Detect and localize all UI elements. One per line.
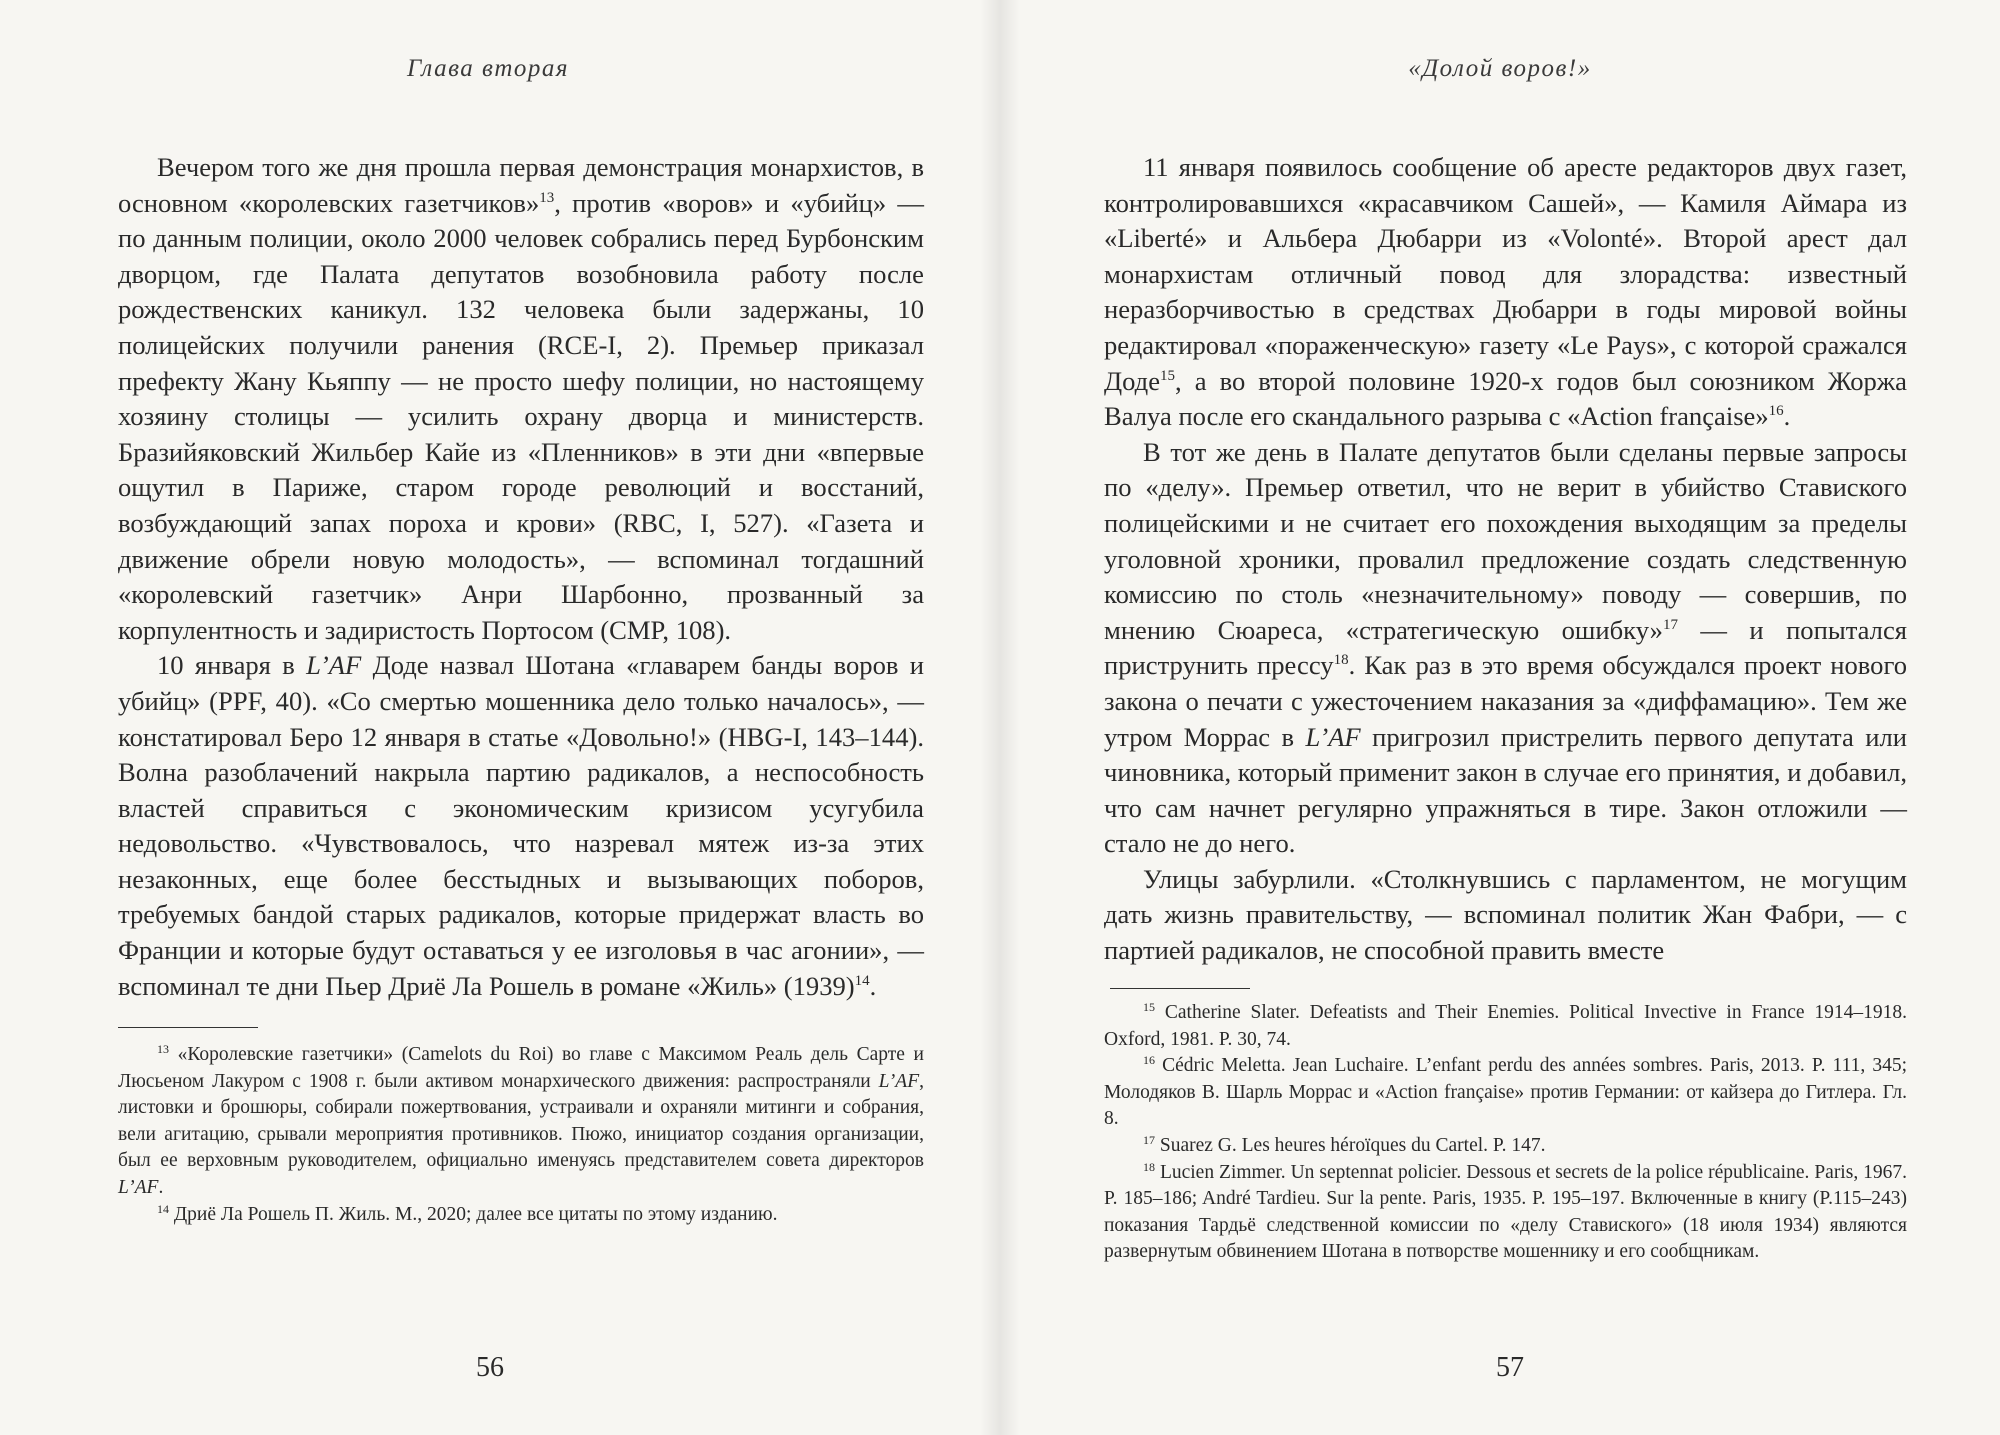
body-text bbox=[1104, 150, 1907, 969]
text-segment: Доде назвал Шотана «главарем банды воров и убийц» (PPF, 40). «Со смертью мошенника дело только началось», — констатировал Беро 12 января в статье «Довольно!» (HBG-I, 143–144). Волна разоблачений накрыла партию радикалов, а неспособность властей справиться с экономическим кризисом усугубила недовольство. «Чувствовалось, что назревал мятеж из-за этих незаконных, еще более бесстыдных и вызывающих поборов, требуемых бандой старых радикалов, которые придержат власть во Франции и которые будут оставаться у ее изголовья в час агонии», — вспоминал те дни Пьер Дриё Ла Рошель в романе «Жиль» (1939) bbox=[118, 650, 924, 1001]
footnote bbox=[1104, 1133, 1907, 1160]
text-segment: Улицы забурлили. «Столкнувшись с парламентом, не могущим дать жизнь правительству, — вспоминал политик Жан Фабри, — с партией радикалов, не способной править вместе bbox=[1104, 863, 1907, 966]
paragraph bbox=[1104, 150, 1907, 435]
footnote bbox=[1104, 1053, 1907, 1133]
paragraph bbox=[1104, 435, 1907, 862]
footnotes bbox=[1104, 1000, 1907, 1266]
footnote-ref: 15 bbox=[1160, 367, 1176, 384]
footnote bbox=[1104, 1000, 1907, 1053]
footnote-number: 14 bbox=[157, 1201, 169, 1216]
text-segment: Catherine Slater. Defeatists and Their Enemies. Political Invective in France 1914–1918. Oxford, 1981. P. 30, 74. bbox=[1104, 1002, 1908, 1050]
footnote-number: 18 bbox=[1143, 1159, 1155, 1174]
footnotes bbox=[118, 1042, 924, 1228]
footnote-number: 17 bbox=[1143, 1132, 1155, 1147]
page-number: 57 bbox=[1496, 1352, 1524, 1383]
footnote-number: 16 bbox=[1143, 1053, 1155, 1068]
italic-text: L’AF bbox=[306, 650, 362, 681]
footnote-ref: 18 bbox=[1333, 652, 1349, 669]
footnote-ref: 14 bbox=[854, 972, 870, 989]
footnote-number: 13 bbox=[157, 1042, 169, 1056]
footnote bbox=[118, 1202, 924, 1229]
footnote bbox=[1104, 1160, 1907, 1266]
paragraph bbox=[118, 648, 924, 1004]
body-text bbox=[118, 150, 924, 1004]
text-segment: , а во второй половине 1920-х годов был союзником Жоржа Валуа после его скандального разрыва с «Action française» bbox=[1104, 365, 1907, 432]
text-segment: Cédric Meletta. Jean Luchaire. L’enfant perdu des années sombres. Paris, 2013. P. 111, 345; Молодяков В. Шарль Моррас и «Action française» против Германии: от кайзера до Гитлера. Гл. 8. bbox=[1104, 1055, 1907, 1130]
running-head: «Долой воров!» bbox=[1408, 55, 1592, 82]
text-segment: — и попытался приструнить прессу bbox=[1104, 614, 1907, 681]
text-segment: . Как раз в это время обсуждался проект нового закона о печати с ужесточением наказания за «диффамацию». Тем же утром Моррас в bbox=[1104, 650, 1907, 752]
text-segment: . bbox=[869, 970, 877, 1001]
text-segment: «Королевские газетчики» (Camelots du Roi) во главе с Максимом Реаль дель Сарте и Люсьеном Лакуром с 1908 г. были активом монархического движения: распространяли bbox=[118, 1044, 924, 1092]
paragraph bbox=[118, 150, 924, 648]
italic-text: L’AF bbox=[878, 1070, 920, 1092]
italic-text: L’AF bbox=[1305, 721, 1361, 752]
right-page bbox=[1000, 0, 2000, 1435]
italic-text: L’AF bbox=[118, 1176, 159, 1198]
text-segment: 10 января в bbox=[157, 650, 307, 681]
text-segment: 11 января появилось сообщение об аресте редакторов двух газет, контролировавшихся «красавчиком Сашей», — Камиля Аймара из «Liberté» и Альбера Дюбарри из «Volonté». Второй арест дал монархистам отличный повод для злорадства: известный неразборчивостью в средствах Дюбарри в годы мировой войны редактировал «пораженческую» газету «Le Pays», с которой сражался Доде bbox=[1104, 152, 1907, 396]
text-segment: , против «воров» и «убийц» — по данным полиции, около 2000 человек собрались перед Бурбонским дворцом, где Палата депутатов возобновила работу после рождественских каникул. 132 человека были задержаны, 10 полицейских получили ранения (RCE-I, 2). Премьер приказал префекту Жану Кьяппу — не просто шефу полиции, но настоящему хозяину столицы — усилить охрану дворца и министерств. Бразийяковский Жильбер Кайе из «Пленников» в эти дни «впервые ощутил в Париже, старом городе революций и восстаний, возбуждающий запах пороха и крови» (RBC, I, 527). «Газета и движение обрели новую молодость», — вспоминал тогдашний «королевский газетчик» Анри Шарбонно, прозванный за корпулентность и задиристость Портосом (CMP, 108). bbox=[118, 187, 924, 645]
paragraph bbox=[1104, 862, 1907, 969]
footnote-ref: 16 bbox=[1768, 403, 1784, 420]
text-segment: Вечером того же дня прошла первая демонстрация монархистов, в основном «королевских газетчиков» bbox=[118, 152, 924, 218]
footnote-ref: 17 bbox=[1662, 616, 1678, 633]
text-segment: Дриё Ла Рошель П. Жиль. М., 2020; далее все цитаты по этому изданию. bbox=[173, 1203, 778, 1225]
footnote bbox=[118, 1042, 924, 1202]
running-head: Глава вторая bbox=[406, 55, 570, 82]
footnote-number: 15 bbox=[1143, 1000, 1155, 1014]
footnote-divider bbox=[1110, 988, 1250, 989]
page-number: 56 bbox=[476, 1352, 504, 1383]
text-segment: Suarez G. Les heures héroïques du Cartel. P. 147. bbox=[1159, 1134, 1546, 1156]
text-segment: В тот же день в Палате депутатов были сделаны первые запросы по «делу». Премьер ответил, что не верит в убийство Ставиского полицейскими и не считает его похождения выходящим за пределы уголовной хроники, провалил предложение создать следственную комиссию по столь «незначительному» поводу — совершив, по мнению Сюареса, «стратегическую ошибку» bbox=[1104, 436, 1907, 645]
text-segment: Lucien Zimmer. Un septennat policier. Dessous et secrets de la police républicaine. Paris, 1967. P. 185–186; André Tardieu. Sur la pente. Paris, 1935. P. 195–197. Включенные в книгу (P.115–243) показания Тардьё следственной комиссии по «делу Ставиского» (18 июля 1934) являются развернутым обвинением Шотана в потворстве мошеннику и его сообщникам. bbox=[1104, 1161, 1908, 1263]
footnote-divider bbox=[118, 1027, 258, 1028]
text-segment: , листовки и брошюры, собирали пожертвования, устраивали и охраняли митинги и собрания, вели агитацию, срывали мероприятия противников. Пюжо, инициатор создания организации, был ее верховным руководителем, официально именуясь представителем совета директоров bbox=[118, 1070, 924, 1172]
footnote-ref: 13 bbox=[539, 189, 555, 206]
text-segment: . bbox=[158, 1176, 164, 1198]
text-segment: . bbox=[1783, 401, 1791, 432]
text-segment: пригрозил пристрелить первого депутата или чиновника, который применит закон в случае его принятия, и добавил, что сам начнет регулярно упражняться в тире. Закон отложили — стало не до него. bbox=[1104, 721, 1907, 859]
